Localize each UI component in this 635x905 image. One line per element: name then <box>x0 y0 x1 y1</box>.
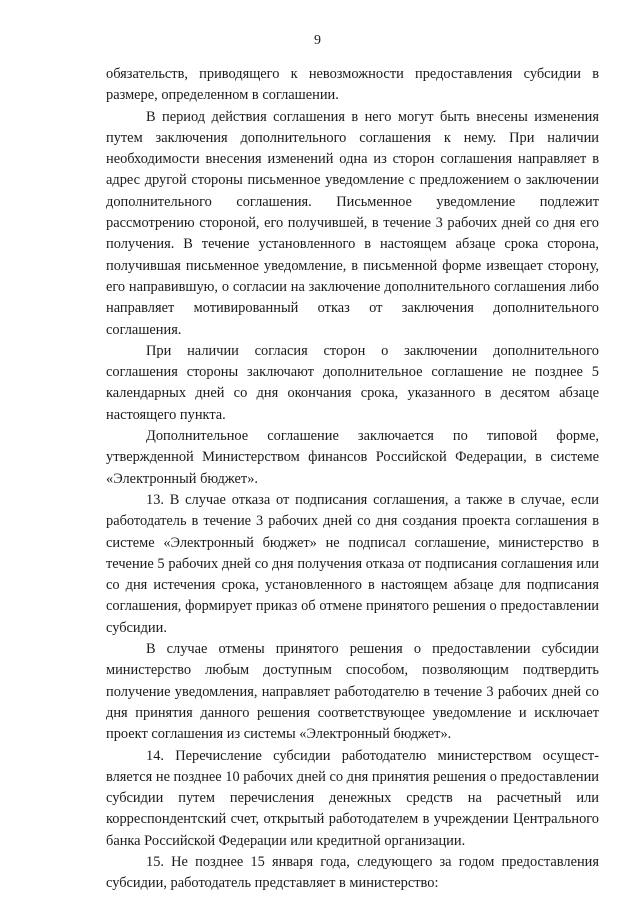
paragraph-standard-form: Дополнительное соглашение заключается по типовой форме, утвержденной Министерством финансов Российской Федерации, в системе «Электронный бюджет». <box>106 428 599 487</box>
paragraph-continuation: обязательств, приводящего к невозможности предоставления субсидии в размере, определенном в соглашении. <box>106 66 599 104</box>
paragraph-amendment-procedure: В период действия соглашения в него могут быть внесены изменения путем заключения дополнительного соглашения к нему. При наличии необходимости внесения изменений одна из сторон соглашения направляет в адрес другой стороны письменное уведомление с предложением о заключении дополнительного соглашения. Письменное уведомление подлежит рассмотрению стороной, его получившей, в течение 3 рабочих дней со дня его получения. В течение установленного в настоящем абзаце срока сторона, получившая письменное уведомление, в письменной форме извещает сторону, его направившую, о согласии на заключение дополнительного соглашения либо направляет мотивированный отказ от заключения дополнительного соглашения. <box>106 108 599 338</box>
paragraph-item-15: 15. Не позднее 15 января года, следующего за годом предоставления субсидии, работодатель представляет в министерство: <box>106 853 599 892</box>
page-number: 9 <box>314 33 321 48</box>
paragraph-item-14: 14. Перечисление субсидии работодателю министерством осущест-вляется не позднее 10 рабочих дней со дня принятия решения о предоставлении субсидии путем перечисления денежных средств на расчетный или корреспондентский счет, открытый работодателем в учреждении Центрального банка Российской Федерации или кредитной организации. <box>106 747 599 849</box>
paragraph-cancellation-notice: В случае отмены принятого решения о предоставлении субсидии министерство любым доступным способом, позволяющим подтвердить получение уведомления, направляет работодателю в течение 3 рабочих дней со дня принятия данного решения соответствующее уведомление и исключает проект соглашения из системы «Электронный бюджет». <box>106 641 599 743</box>
document-body <box>106 64 599 895</box>
paragraph-item-13: 13. В случае отказа от подписания соглашения, а также в случае, если работодатель в течение 3 рабочих дней со дня создания проекта соглашения в системе «Электронный бюджет» не подписал соглашение, министерство в течение 5 рабочих дней со дня получения отказа от подписания соглашения или со дня истечения срока, установленного в настоящем абзаце для подписания соглашения, формирует приказ об отмене принятого решения о предоставлении субсидии. <box>106 491 599 636</box>
paragraph-amendment-deadline: При наличии согласия сторон о заключении дополнительного соглашения стороны заключают дополнительное соглашение не позднее 5 календарных дней со дня окончания срока, указанного в десятом абзаце настоящего пункта. <box>106 342 599 423</box>
